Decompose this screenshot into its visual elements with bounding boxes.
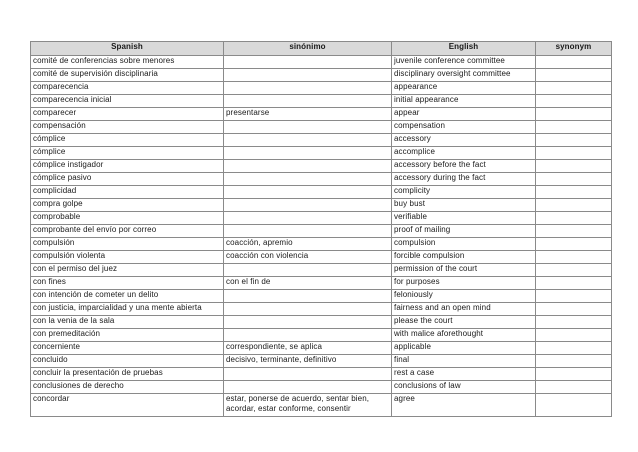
cell-synonym	[536, 199, 612, 212]
cell-sinonimo	[224, 121, 392, 134]
cell-synonym	[536, 56, 612, 69]
cell-spanish: con intención de cometer un delito	[31, 290, 224, 303]
table-row	[31, 160, 612, 173]
glossary-rows	[31, 56, 612, 417]
cell-english: for purposes	[392, 277, 536, 290]
cell-spanish: comité de conferencias sobre menores	[31, 56, 224, 69]
cell-english: agree	[392, 394, 536, 417]
header-synonym: synonym	[536, 42, 612, 56]
cell-sinonimo	[224, 186, 392, 199]
table-row	[31, 316, 612, 329]
table-row	[31, 82, 612, 95]
cell-spanish: compulsión violenta	[31, 251, 224, 264]
cell-spanish: cómplice pasivo	[31, 173, 224, 186]
header-spanish: Spanish	[31, 42, 224, 56]
cell-sinonimo	[224, 212, 392, 225]
cell-synonym	[536, 147, 612, 160]
cell-synonym	[536, 186, 612, 199]
header-english: English	[392, 42, 536, 56]
cell-synonym	[536, 212, 612, 225]
cell-spanish: compra golpe	[31, 199, 224, 212]
table-row	[31, 173, 612, 186]
table-row	[31, 225, 612, 238]
cell-sinonimo	[224, 56, 392, 69]
table-row	[31, 69, 612, 82]
table-row	[31, 56, 612, 69]
cell-sinonimo: correspondiente, se aplica	[224, 342, 392, 355]
cell-english: accessory before the fact	[392, 160, 536, 173]
cell-spanish: concerniente	[31, 342, 224, 355]
cell-english: please the court	[392, 316, 536, 329]
cell-english: rest a case	[392, 368, 536, 381]
cell-english: accessory	[392, 134, 536, 147]
cell-synonym	[536, 394, 612, 417]
cell-english: verifiable	[392, 212, 536, 225]
cell-english: forcible compulsion	[392, 251, 536, 264]
cell-english: applicable	[392, 342, 536, 355]
cell-sinonimo	[224, 225, 392, 238]
table-row	[31, 368, 612, 381]
cell-sinonimo: coacción, apremio	[224, 238, 392, 251]
cell-sinonimo	[224, 381, 392, 394]
cell-sinonimo: decisivo, terminante, definitivo	[224, 355, 392, 368]
table-row	[31, 251, 612, 264]
table-row	[31, 121, 612, 134]
glossary-table	[30, 41, 612, 417]
cell-sinonimo	[224, 160, 392, 173]
header-row	[31, 42, 612, 56]
table-row	[31, 147, 612, 160]
cell-spanish: con la venia de la sala	[31, 316, 224, 329]
cell-english: appear	[392, 108, 536, 121]
table-row	[31, 186, 612, 199]
table-row	[31, 303, 612, 316]
header-sinonimo: sinónimo	[224, 42, 392, 56]
cell-sinonimo	[224, 303, 392, 316]
table-row	[31, 355, 612, 368]
table-row	[31, 108, 612, 121]
cell-english: complicity	[392, 186, 536, 199]
cell-english: conclusions of law	[392, 381, 536, 394]
cell-spanish: comité de supervisión disciplinaria	[31, 69, 224, 82]
cell-sinonimo	[224, 173, 392, 186]
cell-english: appearance	[392, 82, 536, 95]
table-row	[31, 329, 612, 342]
cell-spanish: comparecer	[31, 108, 224, 121]
cell-synonym	[536, 173, 612, 186]
table-row	[31, 290, 612, 303]
cell-english: buy bust	[392, 199, 536, 212]
cell-english: accessory during the fact	[392, 173, 536, 186]
cell-synonym	[536, 225, 612, 238]
table-row	[31, 238, 612, 251]
cell-spanish: comprobante del envío por correo	[31, 225, 224, 238]
cell-sinonimo	[224, 264, 392, 277]
cell-sinonimo: con el fin de	[224, 277, 392, 290]
cell-sinonimo	[224, 368, 392, 381]
cell-english: proof of mailing	[392, 225, 536, 238]
cell-sinonimo	[224, 199, 392, 212]
table-row	[31, 95, 612, 108]
cell-english: juvenile conference committee	[392, 56, 536, 69]
cell-synonym	[536, 121, 612, 134]
cell-spanish: con el permiso del juez	[31, 264, 224, 277]
cell-spanish: compulsión	[31, 238, 224, 251]
cell-sinonimo: presentarse	[224, 108, 392, 121]
cell-english: final	[392, 355, 536, 368]
table-row	[31, 277, 612, 290]
cell-english: with malice aforethought	[392, 329, 536, 342]
cell-synonym	[536, 264, 612, 277]
table-row	[31, 199, 612, 212]
cell-sinonimo	[224, 95, 392, 108]
cell-synonym	[536, 355, 612, 368]
cell-spanish: cómplice	[31, 147, 224, 160]
cell-synonym	[536, 108, 612, 121]
cell-english: initial appearance	[392, 95, 536, 108]
cell-english: fairness and an open mind	[392, 303, 536, 316]
cell-synonym	[536, 160, 612, 173]
cell-synonym	[536, 82, 612, 95]
table-row	[31, 381, 612, 394]
cell-english: disciplinary oversight committee	[392, 69, 536, 82]
table-row	[31, 212, 612, 225]
cell-synonym	[536, 251, 612, 264]
cell-synonym	[536, 329, 612, 342]
cell-spanish: comprobable	[31, 212, 224, 225]
cell-spanish: con fines	[31, 277, 224, 290]
cell-sinonimo	[224, 134, 392, 147]
table-row	[31, 264, 612, 277]
cell-synonym	[536, 381, 612, 394]
cell-sinonimo	[224, 69, 392, 82]
cell-spanish: complicidad	[31, 186, 224, 199]
cell-synonym	[536, 95, 612, 108]
cell-synonym	[536, 368, 612, 381]
cell-synonym	[536, 303, 612, 316]
cell-sinonimo	[224, 82, 392, 95]
cell-spanish: conclusiones de derecho	[31, 381, 224, 394]
cell-spanish: concluir la presentación de pruebas	[31, 368, 224, 381]
cell-spanish: con premeditación	[31, 329, 224, 342]
cell-sinonimo: estar, ponerse de acuerdo, sentar bien, acordar, estar conforme, consentir	[224, 394, 392, 417]
table-row	[31, 394, 612, 417]
cell-spanish: comparecencia inicial	[31, 95, 224, 108]
cell-synonym	[536, 69, 612, 82]
cell-sinonimo: coacción con violencia	[224, 251, 392, 264]
cell-synonym	[536, 342, 612, 355]
cell-spanish: compensación	[31, 121, 224, 134]
cell-synonym	[536, 290, 612, 303]
cell-english: permission of the court	[392, 264, 536, 277]
cell-sinonimo	[224, 147, 392, 160]
cell-synonym	[536, 238, 612, 251]
cell-english: compulsion	[392, 238, 536, 251]
table-row	[31, 134, 612, 147]
table-row	[31, 342, 612, 355]
cell-english: feloniously	[392, 290, 536, 303]
cell-sinonimo	[224, 329, 392, 342]
cell-sinonimo	[224, 316, 392, 329]
cell-synonym	[536, 134, 612, 147]
cell-spanish: con justicia, imparcialidad y una mente abierta	[31, 303, 224, 316]
cell-spanish: concluido	[31, 355, 224, 368]
cell-sinonimo	[224, 290, 392, 303]
cell-synonym	[536, 316, 612, 329]
cell-spanish: cómplice instigador	[31, 160, 224, 173]
cell-english: accomplice	[392, 147, 536, 160]
cell-spanish: cómplice	[31, 134, 224, 147]
cell-english: compensation	[392, 121, 536, 134]
cell-spanish: comparecencia	[31, 82, 224, 95]
cell-synonym	[536, 277, 612, 290]
cell-spanish: concordar	[31, 394, 224, 417]
